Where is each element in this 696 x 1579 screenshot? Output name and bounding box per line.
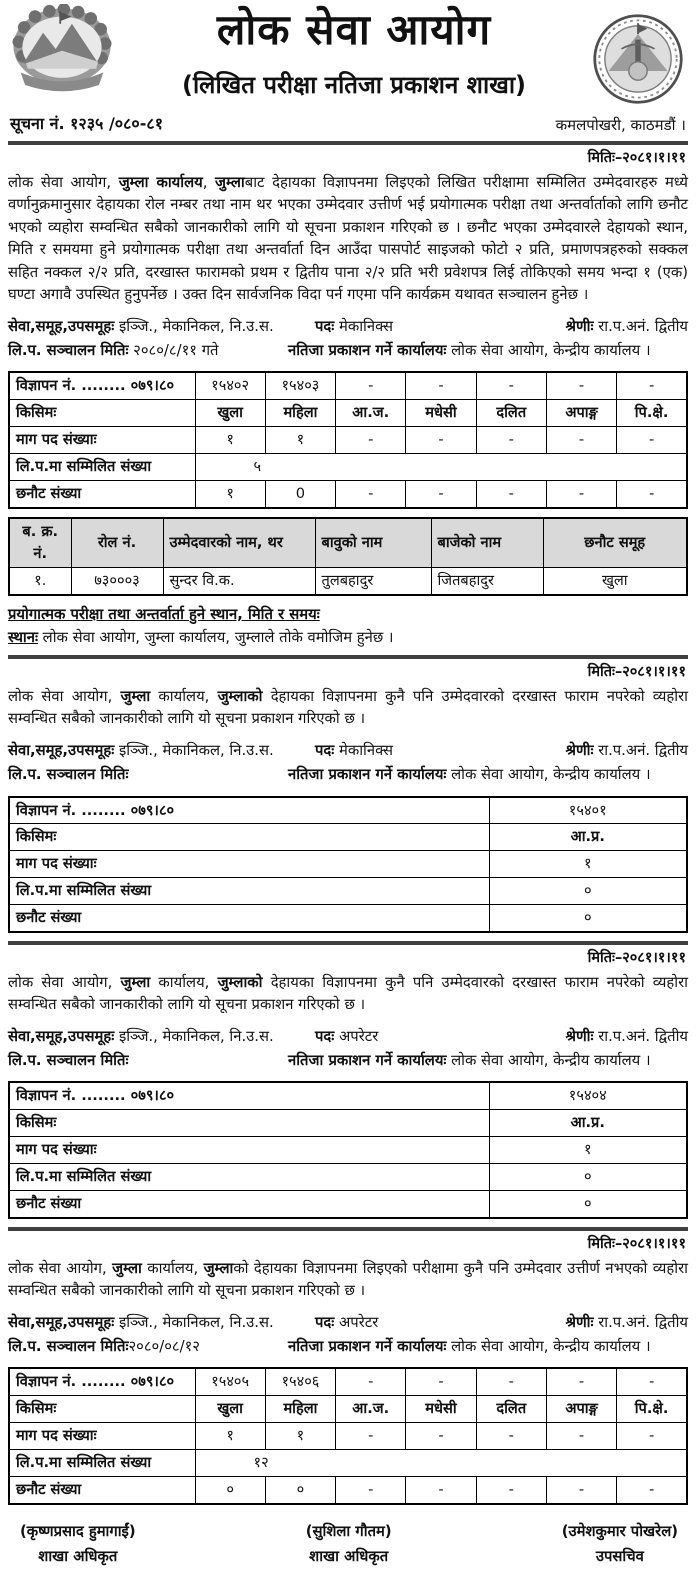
column-header: बावुको नाम bbox=[315, 518, 431, 567]
exam-date-group bbox=[8, 1049, 288, 1073]
section-1 bbox=[8, 148, 688, 649]
bold-text-run: जुम्लाको bbox=[217, 973, 263, 991]
table-cell: - bbox=[617, 1368, 687, 1395]
table-cell: विज्ञापन नं. ........ ०७९।८० bbox=[9, 1082, 489, 1109]
service-group bbox=[8, 315, 315, 339]
psc-seal-icon bbox=[592, 12, 684, 106]
divider bbox=[8, 1227, 688, 1231]
nepal-emblem-logo bbox=[8, 4, 120, 101]
org-title: लोक सेवा आयोग bbox=[216, 5, 492, 54]
table-row bbox=[9, 1110, 687, 1137]
venue-value: लोक सेवा आयोग, जुम्ला कार्यालय, जुम्लाले तोके वमोजिम हुनेछ । bbox=[42, 628, 394, 646]
bold-text-run: जुम्ला कार्यालय bbox=[118, 173, 203, 191]
table-row bbox=[9, 567, 687, 594]
post-value: मेकानिक्स bbox=[338, 317, 394, 335]
exam-date-value: २०८०/८/११ गते bbox=[133, 342, 219, 360]
table-cell: ७३०००३ bbox=[71, 567, 163, 594]
signature-block bbox=[20, 1519, 136, 1569]
date-label: मितिः–२०८१।१।११ bbox=[587, 1235, 686, 1252]
meta-row bbox=[8, 763, 688, 787]
table-cell: १ bbox=[195, 1423, 265, 1450]
post-group bbox=[315, 739, 565, 763]
section-2 bbox=[8, 662, 688, 933]
table-cell: १५४०२ bbox=[195, 372, 265, 399]
table-row bbox=[9, 427, 687, 454]
table-cell: - bbox=[546, 427, 616, 454]
divider bbox=[8, 941, 688, 945]
result-office-label: नतिजा प्रकाशन गर्ने कार्यालयः bbox=[288, 766, 447, 784]
post-label: पदः bbox=[315, 317, 335, 335]
date-label: मितिः–२०८१।१।११ bbox=[587, 949, 686, 966]
table-row bbox=[9, 1191, 687, 1218]
table-cell: - bbox=[476, 1477, 546, 1504]
exam-date-group bbox=[8, 339, 288, 363]
signer-title: शाखा अधिकृत bbox=[309, 1548, 389, 1566]
table-cell: १ bbox=[195, 481, 265, 508]
table-row bbox=[9, 1137, 687, 1164]
table-cell: १ bbox=[265, 427, 335, 454]
table-cell: लि.प.मा सम्मिलित संख्या bbox=[9, 878, 489, 905]
table-cell: - bbox=[336, 427, 406, 454]
post-label: पदः bbox=[315, 1313, 335, 1331]
table-cell: जितबहादुर bbox=[431, 567, 543, 594]
text-run: बाट देहायका विज्ञापनमा लिइएको लिखित परीक्षामा सम्मिलित उम्मेदवारहरु मध्ये वर्णानुक्रमानुसार देहायका रोल नम्बर तथा नाम थर भएका उम्मेदवार उत्तीर्ण भई प्रयोगात्मक परीक्षा तथा अन्तर्वार्ताको लागि छनौट भएको व्यहोरा सम्वन्धित सबैको जानकारीको लागि यो सूचना प्रकाशन गरिएको छ । छनौट भएका उम्मेदवारले देहायको स्थान, मिति र समयमा हुने प्रयोगात्मक परीक्षा तथा अन्तर्वार्ता दिन आउँदा पासपोर्ट साइजको फोटो २ प्रति, प्रमाणपत्रहरुको सक्कल सहित नक्कल २/२ प्रति, दरखास्त फारामको प्रथम र द्वितीय पाना २/२ प्रति भरी प्रवेशपत्र लिई तोकिएको समय भन्दा १ (एक) घण्टा अगावै उपस्थित हुनुपर्नेछ । उक्त दिन सार्वजनिक विदा पर्न गएमा पनि कार्यक्रम यथावत सञ्चालन हुनेछ । bbox=[8, 173, 688, 304]
grade-value: रा.प.अनं. द्वितीय bbox=[598, 1313, 688, 1331]
grade-group bbox=[565, 315, 688, 339]
notice-paragraph bbox=[8, 1258, 688, 1303]
table-cell: - bbox=[406, 1368, 476, 1395]
post-value: मेकानिक्स bbox=[338, 741, 394, 759]
table-cell: मधेसी bbox=[406, 1396, 476, 1423]
advertisement-table bbox=[8, 796, 688, 933]
table-cell: ० bbox=[489, 1191, 687, 1218]
result-office-value: लोक सेवा आयोग, केन्द्रीय कार्यालय । bbox=[451, 1052, 651, 1070]
table-cell: आ.प्र. bbox=[489, 824, 687, 851]
grade-group bbox=[565, 739, 688, 763]
grade-value: रा.प.अनं. द्वितीय bbox=[598, 741, 688, 759]
column-header: रोल नं. bbox=[71, 518, 163, 567]
exam-date-group bbox=[8, 1335, 288, 1359]
date-label: मितिः–२०८१।१।११ bbox=[587, 663, 686, 680]
table-cell: मधेसी bbox=[406, 400, 476, 427]
table-cell: - bbox=[617, 1423, 687, 1450]
table-cell: - bbox=[617, 481, 687, 508]
table-cell: १. bbox=[9, 567, 71, 594]
meta-block bbox=[8, 315, 688, 364]
table-cell: दलित bbox=[476, 400, 546, 427]
bold-text-run: जुम्लाको bbox=[217, 687, 263, 705]
service-group bbox=[8, 739, 315, 763]
table-cell: - bbox=[476, 1423, 546, 1450]
exam-date-label: लि.प. सञ्चालन मितिः bbox=[8, 766, 129, 784]
text-run: कार्यालय, bbox=[141, 1259, 204, 1277]
service-value: इञ्जि., मेकानिकल, नि.उ.स. bbox=[118, 1027, 274, 1045]
service-value: इञ्जि., मेकानिकल, नि.उ.स. bbox=[118, 1313, 274, 1331]
table-cell: - bbox=[406, 1423, 476, 1450]
column-header: ब. क्र. नं. bbox=[9, 518, 71, 567]
bold-text-run: जुम्ला bbox=[120, 687, 151, 705]
table-cell: माग पद संख्याः bbox=[9, 1423, 195, 1450]
table-cell: - bbox=[336, 1423, 406, 1450]
meta-row bbox=[8, 1049, 688, 1073]
table-cell: अपाङ्ग bbox=[546, 1396, 616, 1423]
grade-value: रा.प.अनं. द्वितीय bbox=[598, 1027, 688, 1045]
grade-group bbox=[565, 1025, 688, 1049]
signature-row bbox=[8, 1519, 688, 1569]
table-cell: ० bbox=[489, 878, 687, 905]
service-label: सेवा,समूह,उपसमूहः bbox=[8, 1313, 115, 1331]
exam-date-label: लि.प. सञ्चालन मितिः bbox=[8, 1338, 129, 1356]
bold-text-run: जुम्ला bbox=[203, 1259, 234, 1277]
bold-text-run: जुम्ला bbox=[215, 173, 245, 191]
table-cell: - bbox=[476, 427, 546, 454]
table-cell: खुला bbox=[195, 400, 265, 427]
office-group bbox=[288, 1049, 688, 1073]
table-cell: छनौट संख्या bbox=[9, 905, 489, 932]
table-cell: लि.प.मा सम्मिलित संख्या bbox=[9, 1450, 195, 1477]
post-group bbox=[315, 1311, 565, 1335]
signer-title: शाखा अधिकृत bbox=[38, 1548, 118, 1566]
column-header: बाजेको नाम bbox=[431, 518, 543, 567]
advertisement-table bbox=[8, 1081, 688, 1218]
meta-block bbox=[8, 1025, 688, 1074]
result-office-label: नतिजा प्रकाशन गर्ने कार्यालयः bbox=[288, 1052, 447, 1070]
advertisement-table bbox=[8, 371, 688, 508]
table-cell: १ bbox=[195, 427, 265, 454]
table-cell: छनौट संख्या bbox=[9, 481, 195, 508]
table-row bbox=[9, 1082, 687, 1109]
table-row bbox=[9, 1164, 687, 1191]
table-cell: - bbox=[336, 1368, 406, 1395]
signer-title: उपसचिव bbox=[595, 1548, 644, 1566]
notice-paragraph bbox=[8, 686, 688, 731]
table-row bbox=[9, 1450, 687, 1477]
grade-label: श्रेणीः bbox=[565, 317, 594, 335]
table-cell: महिला bbox=[265, 1396, 335, 1423]
table-cell: १५४०६ bbox=[265, 1368, 335, 1395]
table-row bbox=[9, 905, 687, 932]
signer-name: (सुशिला गौतम) bbox=[305, 1522, 392, 1540]
table-cell: ० bbox=[489, 1164, 687, 1191]
table-cell: आ.ज. bbox=[336, 1396, 406, 1423]
text-run: लोक सेवा आयोग, bbox=[8, 973, 121, 991]
header-titles bbox=[120, 4, 588, 103]
service-label: सेवा,समूह,उपसमूहः bbox=[8, 317, 115, 335]
table-cell: १ bbox=[489, 851, 687, 878]
table-row bbox=[9, 481, 687, 508]
table-cell: - bbox=[546, 1477, 616, 1504]
table-cell: ० bbox=[195, 1477, 265, 1504]
office-group bbox=[288, 339, 688, 363]
table-cell: - bbox=[336, 372, 406, 399]
meta-row bbox=[8, 739, 688, 763]
candidate-table bbox=[8, 517, 688, 596]
table-cell: - bbox=[476, 481, 546, 508]
grade-label: श्रेणीः bbox=[565, 1313, 594, 1331]
table-cell: ० bbox=[489, 905, 687, 932]
column-header: उम्मेदवारको नाम, थर bbox=[163, 518, 315, 567]
table-row bbox=[9, 372, 687, 399]
service-group bbox=[8, 1025, 315, 1049]
meta-block bbox=[8, 739, 688, 788]
table-row bbox=[9, 878, 687, 905]
table-row bbox=[9, 1477, 687, 1504]
venue-line bbox=[8, 627, 688, 649]
text-run: , bbox=[202, 173, 216, 191]
office-location: कमलपोखरी, काठमडौं । bbox=[555, 115, 686, 134]
notice-paragraph bbox=[8, 172, 688, 307]
grade-group bbox=[565, 1311, 688, 1335]
table-cell: तुलबहादुर bbox=[315, 567, 431, 594]
table-cell: १ bbox=[265, 1423, 335, 1450]
office-group bbox=[288, 763, 688, 787]
signer-name: (कृष्णप्रसाद हुमागाईं) bbox=[20, 1522, 136, 1540]
bold-text-run: जुम्ला bbox=[112, 1259, 142, 1277]
table-cell: आ.ज. bbox=[336, 400, 406, 427]
table-cell: - bbox=[617, 427, 687, 454]
venue-label: स्थानः bbox=[8, 628, 38, 646]
table-cell: विज्ञापन नं. ........ ०७९।८० bbox=[9, 797, 489, 824]
office-group bbox=[288, 1335, 688, 1359]
table-cell: दलित bbox=[476, 1396, 546, 1423]
table-cell: - bbox=[546, 1423, 616, 1450]
table-cell: - bbox=[617, 1477, 687, 1504]
service-group bbox=[8, 1311, 315, 1335]
table-row bbox=[9, 454, 687, 481]
table-cell: पि.क्षे. bbox=[617, 400, 687, 427]
signature-block bbox=[306, 1519, 392, 1569]
notice-paragraph bbox=[8, 972, 688, 1017]
post-group bbox=[315, 1025, 565, 1049]
bold-text-run: जुम्ला bbox=[120, 973, 151, 991]
exam-date-value: २०८०/०८/१२ bbox=[128, 1338, 200, 1356]
post-group bbox=[315, 315, 565, 339]
venue-heading: प्रयोगात्मक परीक्षा तथा अन्तर्वार्ता हुने स्थान, मिति र समयः bbox=[8, 605, 320, 623]
result-office-label: नतिजा प्रकाशन गर्ने कार्यालयः bbox=[288, 1338, 447, 1356]
table-cell: सुन्दर वि.क. bbox=[163, 567, 315, 594]
table-cell: किसिमः bbox=[9, 400, 195, 427]
department-subtitle: (लिखित परीक्षा नतिजा प्रकाशन शाखा) bbox=[181, 70, 527, 99]
post-label: पदः bbox=[315, 741, 335, 759]
table-row bbox=[9, 824, 687, 851]
divider bbox=[8, 655, 688, 659]
table-cell: १५४०१ bbox=[489, 797, 687, 824]
table-cell: माग पद संख्याः bbox=[9, 1137, 489, 1164]
table-cell: १२ bbox=[195, 1450, 687, 1477]
meta-row bbox=[8, 1311, 688, 1335]
table-cell: - bbox=[617, 372, 687, 399]
divider bbox=[8, 141, 688, 145]
grade-label: श्रेणीः bbox=[565, 1027, 594, 1045]
table-cell: खुला bbox=[195, 1396, 265, 1423]
table-cell: - bbox=[476, 372, 546, 399]
nepal-emblem-icon bbox=[8, 4, 116, 94]
table-cell: माग पद संख्याः bbox=[9, 851, 489, 878]
table-row bbox=[9, 1368, 687, 1395]
meta-row bbox=[8, 315, 688, 339]
section-3 bbox=[8, 948, 688, 1219]
table-cell: अपाङ्ग bbox=[546, 400, 616, 427]
table-cell: - bbox=[406, 427, 476, 454]
table-row bbox=[9, 797, 687, 824]
table-cell: लि.प.मा सम्मिलित संख्या bbox=[9, 1164, 489, 1191]
table-cell: आ.प्र. bbox=[489, 1110, 687, 1137]
exam-date-group bbox=[8, 763, 288, 787]
table-cell: १५४०३ bbox=[265, 372, 335, 399]
table-cell: छनौट संख्या bbox=[9, 1477, 195, 1504]
table-cell: महिला bbox=[265, 400, 335, 427]
table-cell: पि.क्षे. bbox=[617, 1396, 687, 1423]
table-cell: - bbox=[406, 372, 476, 399]
text-run: देहायका विज्ञापनमा कुनै पनि उम्मेदवारको दरखास्त फाराम नपरेको व्यहोरा सम्वन्धित सबैको जानकारीको लागि यो सूचना प्रकाशन गरिएको छ । bbox=[8, 687, 688, 728]
table-cell: किसिमः bbox=[9, 1396, 195, 1423]
table-row bbox=[9, 851, 687, 878]
post-value: अपरेटर bbox=[338, 1027, 379, 1045]
table-cell: १ bbox=[489, 1137, 687, 1164]
table-cell: - bbox=[546, 481, 616, 508]
result-office-label: नतिजा प्रकाशन गर्ने कार्यालयः bbox=[288, 342, 447, 360]
result-office-value: लोक सेवा आयोग, केन्द्रीय कार्यालय । bbox=[451, 766, 651, 784]
grade-label: श्रेणीः bbox=[565, 741, 594, 759]
service-label: सेवा,समूह,उपसमूहः bbox=[8, 741, 115, 759]
meta-row bbox=[8, 339, 688, 363]
signature-block bbox=[562, 1519, 678, 1569]
result-office-value: लोक सेवा आयोग, केन्द्रीय कार्यालय । bbox=[451, 342, 651, 360]
text-run: कार्यालय, bbox=[150, 687, 218, 705]
table-cell: १५४०४ bbox=[489, 1082, 687, 1109]
table-cell: विज्ञापन नं. ........ ०७९।८० bbox=[9, 1368, 195, 1395]
meta-row bbox=[8, 1335, 688, 1359]
result-office-value: लोक सेवा आयोग, केन्द्रीय कार्यालय । bbox=[451, 1338, 651, 1356]
section-4 bbox=[8, 1234, 688, 1505]
text-run: लोक सेवा आयोग, bbox=[8, 1259, 113, 1277]
column-header: छनौट समूह bbox=[543, 518, 687, 567]
document-header bbox=[8, 4, 688, 106]
psc-seal-logo bbox=[588, 4, 688, 106]
service-value: इञ्जि., मेकानिकल, नि.उ.स. bbox=[118, 317, 274, 335]
table-cell: विज्ञापन नं. ........ ०७९।८० bbox=[9, 372, 195, 399]
table-row bbox=[9, 1396, 687, 1423]
post-value: अपरेटर bbox=[338, 1313, 379, 1331]
post-label: पदः bbox=[315, 1027, 335, 1045]
table-cell: 0 bbox=[265, 481, 335, 508]
text-run: लोक सेवा आयोग, bbox=[8, 687, 121, 705]
exam-date-label: लि.प. सञ्चालन मितिः bbox=[8, 342, 129, 360]
text-run: लोक सेवा आयोग, bbox=[8, 173, 119, 191]
table-cell: ० bbox=[265, 1477, 335, 1504]
service-value: इञ्जि., मेकानिकल, नि.उ.स. bbox=[118, 741, 274, 759]
signer-name: (उमेशकुमार पोखरेल) bbox=[561, 1522, 678, 1540]
meta-row bbox=[8, 1025, 688, 1049]
table-cell: खुला bbox=[543, 567, 687, 594]
table-cell: - bbox=[546, 1368, 616, 1395]
exam-date-label: लि.प. सञ्चालन मितिः bbox=[8, 1052, 129, 1070]
table-cell: - bbox=[406, 1477, 476, 1504]
advertisement-table bbox=[8, 1367, 688, 1504]
grade-value: रा.प.अनं. द्वितीय bbox=[598, 317, 688, 335]
table-row bbox=[9, 400, 687, 427]
table-cell: छनौट संख्या bbox=[9, 1191, 489, 1218]
table-row bbox=[9, 1423, 687, 1450]
service-label: सेवा,समूह,उपसमूहः bbox=[8, 1027, 115, 1045]
table-cell: - bbox=[336, 1477, 406, 1504]
table-cell: - bbox=[476, 1368, 546, 1395]
notice-number: सूचना नं. १२३५ /०८०-८१ bbox=[10, 114, 164, 133]
table-cell: - bbox=[336, 481, 406, 508]
table-cell: लि.प.मा सम्मिलित संख्या bbox=[9, 454, 195, 481]
meta-block bbox=[8, 1311, 688, 1360]
table-cell: किसिमः bbox=[9, 1110, 489, 1137]
text-run: देहायका विज्ञापनमा कुनै पनि उम्मेदवारको दरखास्त फाराम नपरेको व्यहोरा सम्वन्धित सबैको जानकारीको लागि यो सूचना प्रकाशन गरिएको छ । bbox=[8, 973, 688, 1014]
table-cell: - bbox=[406, 481, 476, 508]
table-cell: किसिमः bbox=[9, 824, 489, 851]
text-run: कार्यालय, bbox=[150, 973, 218, 991]
table-cell: - bbox=[546, 372, 616, 399]
notice-row bbox=[8, 112, 688, 136]
table-cell: ५ bbox=[195, 454, 687, 481]
table-header-row bbox=[9, 518, 687, 567]
date-label: मितिः–२०८१।१।११ bbox=[587, 150, 686, 166]
table-cell: माग पद संख्याः bbox=[9, 427, 195, 454]
table-cell: १५४०५ bbox=[195, 1368, 265, 1395]
text-run: को देहायका विज्ञापनमा लिइएको परीक्षामा कुनै पनि उम्मेदवार उत्तीर्ण नभएको व्यहोरा सम्वन्धित सबैको जानकारीको लागि यो सूचना प्रकाशन गरिएको छ । bbox=[8, 1259, 688, 1300]
